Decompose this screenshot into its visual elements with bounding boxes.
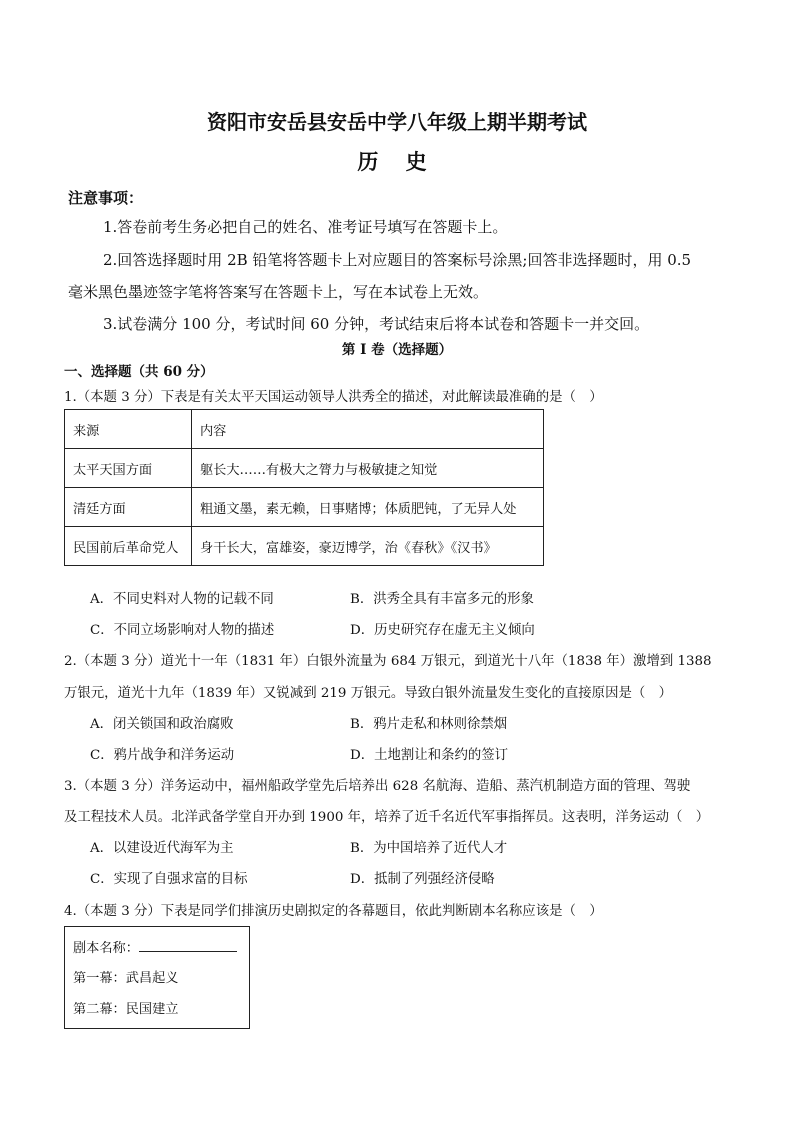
script-name-row	[73, 937, 237, 956]
volume-heading: 第 I 卷（选择题）	[341, 342, 453, 358]
question-1-option-b[interactable]: B．洪秀全具有丰富多元的形象	[350, 592, 534, 607]
question-3-option-c[interactable]: C．实现了自强求富的目标	[90, 872, 248, 887]
notice-item-2-line-1: 2.回答选择题时用 2B 铅笔将答题卡上对应题目的答案标号涂黑;回答非选择题时，用 0.5	[103, 251, 692, 269]
question-2-option-b[interactable]: B．鸦片走私和林则徐禁烟	[350, 717, 508, 732]
subject-title: 历 史	[357, 149, 437, 174]
exam-title: 资阳市安岳县安岳中学八年级上期半期考试	[207, 110, 587, 134]
question-2-option-d[interactable]: D．土地割让和条约的签订	[350, 748, 509, 763]
question-2-stem-line-1: 2.（本题 3 分）道光十一年（1831 年）白银外流量为 684 万银元，到道光十八年（1838 年）激增到 1388	[64, 654, 712, 669]
question-3-stem-line-1: 3.（本题 3 分）洋务运动中，福州船政学堂先后培养出 628 名航海、造船、蒸汽机制造方面的管理、驾驶	[64, 779, 691, 794]
question-4-stem: 4.（本题 3 分）下表是同学们排演历史剧拟定的各幕题目，依此判断剧本名称应该是（ ）	[64, 904, 603, 919]
section-heading: 一、选择题（共 60 分）	[64, 364, 214, 380]
table-row	[65, 488, 544, 527]
question-1-stem: 1.（本题 3 分）下表是有关太平天国运动领导人洪秀全的描述，对此解读最准确的是（ ）	[64, 390, 603, 405]
table-cell: 太平天国方面	[65, 449, 192, 488]
table-header-cell: 内容	[192, 410, 544, 449]
table-cell: 身干长大，富雄姿，豪迈博学，治《春秋》《汉书》	[192, 527, 544, 566]
question-4-script-box	[64, 926, 250, 1029]
table-row	[65, 410, 544, 449]
act-1: 第一幕：武昌起义	[73, 971, 179, 986]
question-2-option-a[interactable]: A．闭关锁国和政治腐败	[90, 717, 234, 732]
script-name-label: 剧本名称：	[73, 941, 139, 956]
question-1-option-d[interactable]: D．历史研究存在虚无主义倾向	[350, 623, 535, 638]
question-1-option-a[interactable]: A．不同史料对人物的记载不同	[90, 592, 274, 607]
question-2-option-c[interactable]: C．鸦片战争和洋务运动	[90, 748, 235, 763]
table-cell: 清廷方面	[65, 488, 192, 527]
act-2: 第二幕：民国建立	[73, 1002, 179, 1017]
notice-heading: 注意事项：	[68, 189, 144, 207]
notice-item-3: 3.试卷满分 100 分，考试时间 60 分钟，考试结束后将本试卷和答题卡一并交回。	[103, 315, 650, 333]
question-3-option-d[interactable]: D．抵制了列强经济侵略	[350, 872, 495, 887]
table-row	[65, 449, 544, 488]
table-cell: 民国前后革命党人	[65, 527, 192, 566]
table-cell: 躯长大……有极大之膂力与极敏捷之知觉	[192, 449, 544, 488]
question-1-option-c[interactable]: C．不同立场影响对人物的描述	[90, 623, 275, 638]
notice-item-2-line-2: 毫米黑色墨迹签字笔将答案写在答题卡上，写在本试卷上无效。	[68, 283, 489, 301]
script-name-blank	[139, 938, 237, 952]
table-header-cell: 来源	[65, 410, 192, 449]
question-1-table	[64, 409, 544, 566]
table-cell: 粗通文墨，素无赖，日事赌博；体质肥钝，了无异人处	[192, 488, 544, 527]
notice-item-1: 1.答卷前考生务必把自己的姓名、准考证号填写在答题卡上。	[103, 218, 508, 236]
question-3-option-b[interactable]: B．为中国培养了近代人才	[350, 841, 508, 856]
table-row	[65, 527, 544, 566]
question-2-stem-line-2: 万银元，道光十九年（1839 年）又锐减到 219 万银元。导致白银外流量发生变化的直接原因是（ ）	[64, 686, 673, 701]
question-3-option-a[interactable]: A．以建设近代海军为主	[90, 841, 234, 856]
question-3-stem-line-2: 及工程技术人员。北洋武备学堂自开办到 1900 年，培养了近千名近代军事指挥员。这表明，洋务运动（ ）	[64, 810, 710, 825]
